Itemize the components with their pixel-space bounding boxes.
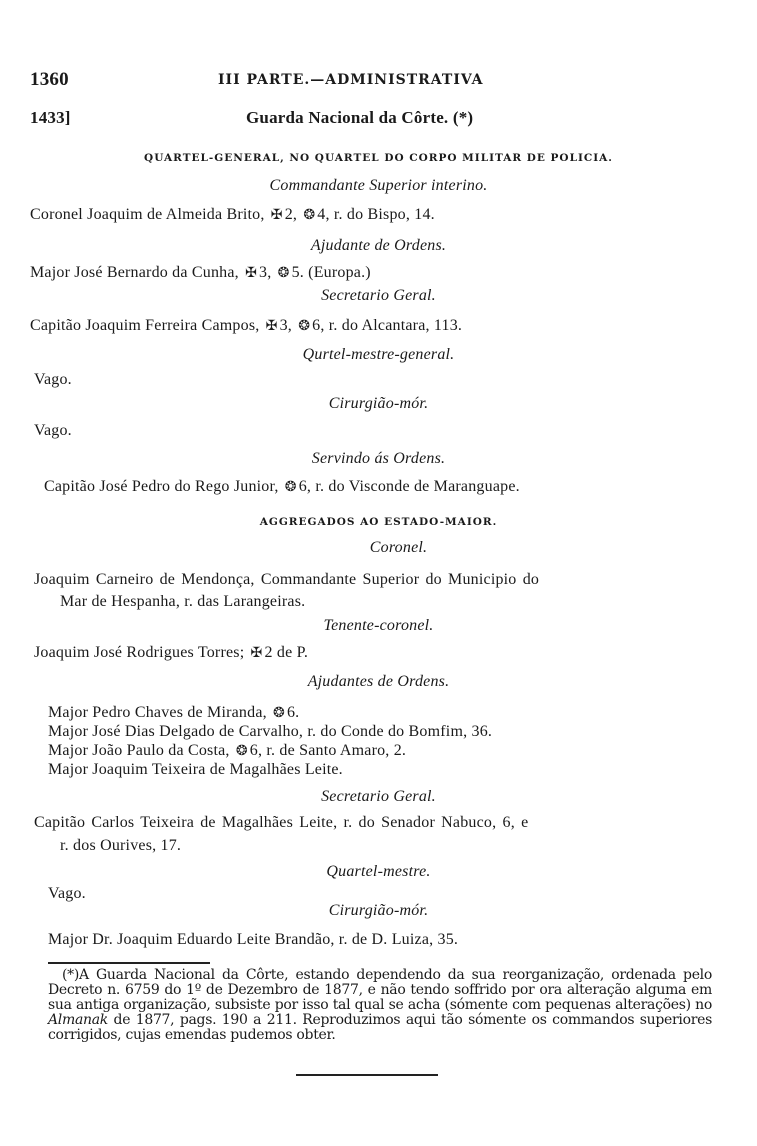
entry-line: Coronel Joaquim de Almeida Brito, ✠ 2, ❂ 4, r. do Bispo, 14. [30, 206, 435, 223]
role-heading: Cirurgião-mór. [328, 395, 429, 412]
entry-line: Vago. [34, 422, 72, 439]
role-heading: Commandante Superior interino. [269, 177, 488, 194]
cross-order-icon: ✠ [270, 208, 283, 223]
entry-line: Joaquim José Rodrigues Torres; ✠ 2 de P. [34, 644, 309, 661]
medal-order-icon: ❂ [277, 266, 290, 281]
medal-order-icon: ❂ [298, 319, 311, 334]
cross-order-icon: ✠ [265, 319, 278, 334]
section-heading: QUARTEL-GENERAL, NO QUARTEL DO CORPO MILITAR DE POLICIA. [144, 152, 613, 164]
cross-order-icon: ✠ [245, 266, 258, 281]
footnote: (*)A Guarda Nacional da Côrte, estando dependendo da sua reorganização, ordenada pelo Decreto n. 6759 do 1º de Dezembro de 1877, e não tendo soffrido por ora alteração alguma em sua antiga organização, subsiste por isso tal qual se acha (sómente com pequenas alterações) no Almanak de 1877, pags. 190 a 211. Reproduzimos aqui tão sómente os commandos superiores corrigidos, cujas emendas pudemos obter. [48, 967, 712, 1043]
role-heading: Coronel. [369, 539, 428, 556]
entry-line: Major Dr. Joaquim Eduardo Leite Brandão, r. de D. Luiza, 35. [48, 931, 459, 948]
role-heading: Qurtel-mestre-general. [302, 346, 455, 363]
entry-line: Major João Paulo da Costa, ❂ 6, r. de Santo Amaro, 2. [48, 742, 407, 759]
role-heading: Cirurgião-mór. [328, 902, 429, 919]
role-heading: Secretario Geral. [321, 788, 436, 805]
entry-line: Vago. [34, 371, 72, 388]
entry-line: r. dos Ourives, 17. [60, 837, 182, 854]
entry-line: Major Pedro Chaves de Miranda, ❂ 6. [48, 704, 300, 721]
page-title: Guarda Nacional da Côrte. (*) [246, 108, 474, 127]
role-heading: Ajudante de Ordens. [310, 237, 447, 254]
page-number: 1360 [30, 69, 69, 90]
medal-order-icon: ❂ [284, 480, 297, 495]
entry-line: Major Joaquim Teixeira de Magalhães Leite. [48, 761, 343, 778]
role-heading: Secretario Geral. [321, 287, 436, 304]
end-divider [296, 1074, 438, 1076]
entry-line: Capitão Carlos Teixeira de Magalhães Leite, r. do Senador Nabuco, 6, e [34, 814, 529, 831]
entry-line: Major José Dias Delgado de Carvalho, r. do Conde do Bomfim, 36. [48, 723, 493, 740]
role-heading: Ajudantes de Ordens. [307, 673, 450, 690]
entry-line: Joaquim Carneiro de Mendonça, Commandante Superior do Municipio do [34, 571, 540, 588]
role-heading: Tenente-coronel. [323, 617, 434, 634]
entry-line: Major José Bernardo da Cunha, ✠ 3, ❂ 5. (Europa.) [30, 264, 371, 281]
role-heading: Servindo ás Ordens. [311, 450, 446, 467]
entry-line: Capitão José Pedro do Rego Junior, ❂ 6, r. do Visconde de Maranguape. [44, 478, 520, 495]
medal-order-icon: ❂ [235, 744, 248, 759]
medal-order-icon: ❂ [273, 706, 285, 721]
entry-line: Mar de Hespanha, r. das Larangeiras. [60, 593, 306, 610]
footnote-divider [48, 962, 210, 964]
role-heading: Quartel-mestre. [326, 863, 431, 880]
section-header: III PARTE.—ADMINISTRATIVA [218, 72, 484, 88]
entry-line: Vago. [48, 885, 86, 902]
cross-order-icon: ✠ [250, 646, 263, 661]
medal-order-icon: ❂ [303, 208, 316, 223]
entry-line: Capitão Joaquim Ferreira Campos, ✠ 3, ❂ 6, r. do Alcantara, 113. [30, 317, 463, 334]
section-heading: AGGREGADOS AO ESTADO-MAIOR. [259, 516, 498, 528]
reference-number: 1433] [30, 108, 71, 127]
